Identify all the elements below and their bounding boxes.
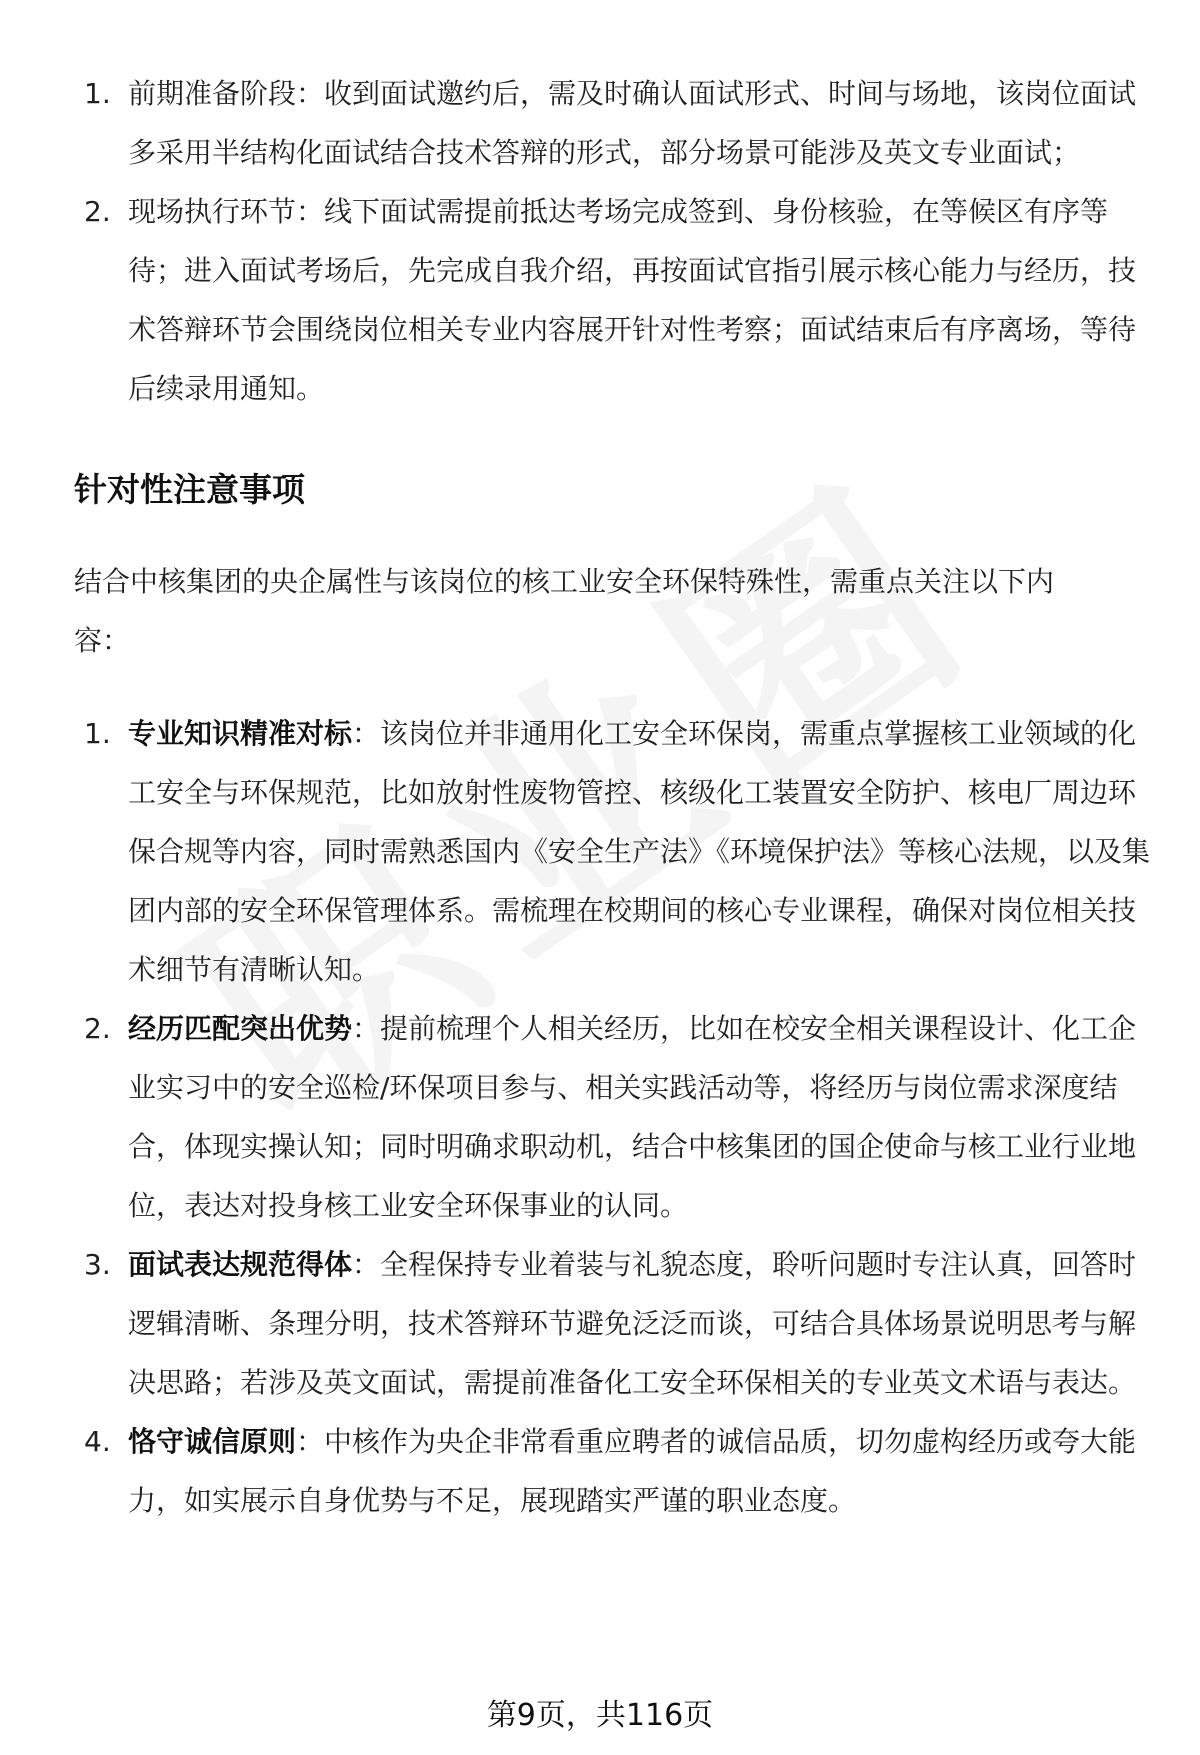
section-intro: 结合中核集团的央企属性与该岗位的核工业安全环保特殊性，需重点关注以下内容： [74, 565, 1055, 657]
list-number: 3. [84, 1248, 111, 1281]
list-item [74, 999, 1154, 1235]
list-item [74, 1235, 1154, 1412]
list-number: 4. [84, 1425, 111, 1458]
list-number: 1. [84, 717, 111, 750]
list-item-text: 前期准备阶段：收到面试邀约后，需及时确认面试形式、时间与场地，该岗位面试多采用半结构化面试结合技术答辩的形式，部分场景可能涉及英文专业面试； [128, 77, 1137, 169]
interview-process-list [74, 64, 1154, 418]
tip-title: 经历匹配突出优势 [128, 1012, 353, 1045]
tip-text: ：提前梳理个人相关经历，比如在校安全相关课程设计、化工企业实习中的安全巡检/环保项目参与、相关实践活动等，将经历与岗位需求深度结合，体现实操认知；同时明确求职动机，结合中核集团的国企使命与核工业行业地位，表达对投身核工业安全环保事业的认同。 [128, 1012, 1137, 1222]
page-footer: 第9页，共116页 [486, 1698, 714, 1733]
list-number: 2. [84, 195, 111, 228]
list-number: 1. [84, 77, 111, 110]
tip-text: ：中核作为央企非常看重应聘者的诚信品质，切勿虚构经历或夸大能力，如实展示自身优势与不足，展现踏实严谨的职业态度。 [128, 1425, 1137, 1517]
list-item [74, 64, 1154, 182]
list-number: 2. [84, 1012, 111, 1045]
page-content [74, 64, 1154, 1530]
tips-list [74, 704, 1154, 1530]
list-item [74, 182, 1154, 418]
section-heading: 针对性注意事项 [74, 470, 305, 509]
tip-title: 面试表达规范得体 [128, 1248, 353, 1281]
list-item [74, 704, 1154, 999]
tip-text: ：全程保持专业着装与礼貌态度，聆听问题时专注认真，回答时逻辑清晰、条理分明，技术答辩环节避免泛泛而谈，可结合具体场景说明思考与解决思路；若涉及英文面试，需提前准备化工安全环保相关的专业英文术语与表达。 [128, 1248, 1137, 1399]
list-item-text: 现场执行环节：线下面试需提前抵达考场完成签到、身份核验，在等候区有序等待；进入面试考场后，先完成自我介绍，再按面试官指引展示核心能力与经历，技术答辩环节会围绕岗位相关专业内容展开针对性考察；面试结束后有序离场，等待后续录用通知。 [128, 195, 1137, 405]
tip-text: ：该岗位并非通用化工安全环保岗，需重点掌握核工业领域的化工安全与环保规范，比如放射性废物管控、核级化工装置安全防护、核电厂周边环保合规等内容，同时需熟悉国内《安全生产法》《环境保护法》等核心法规，以及集团内部的安全环保管理体系。需梳理在校期间的核心专业课程，确保对岗位相关技术细节有清晰认知。 [128, 717, 1151, 986]
list-item [74, 1412, 1154, 1530]
tip-title: 专业知识精准对标 [128, 717, 353, 750]
tip-title: 恪守诚信原则 [128, 1425, 297, 1458]
